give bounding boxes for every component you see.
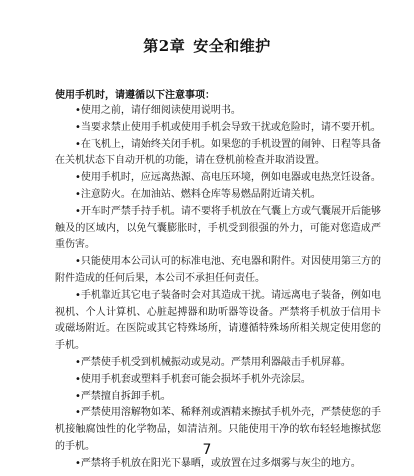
precaution-item: •注意防火。在加油站、燃料仓库等易燃品附近请关机。 <box>75 188 321 200</box>
page-number: 7 <box>202 442 212 458</box>
chapter-title: 安全和维护 <box>193 37 271 55</box>
precautions-list <box>55 103 381 473</box>
intro-heading: 使用手机时，请遵循以下注意事项： <box>55 90 215 101</box>
precaution-item: •只能使用本公司认可的标准电池、充电器和附件。对因使用第三方的附件造成的任何后果，本公司不承担任何责任。 <box>55 256 381 284</box>
precaution-item: •使用手机套或塑料手机套可能会损坏手机外壳涂层。 <box>75 373 311 385</box>
precaution-item: •手机靠近其它电子装备时会对其造成干扰。请远离电子装备，例如电视机、个人计算机、心脏起搏器和助听器等设备。严禁将手机放于信用卡或磁场附近。在医院或其它特殊场所，请遵循特殊场所相关规定使用您的手机。 <box>55 289 381 352</box>
chapter-number: 第2章 <box>143 37 186 55</box>
precaution-item: •当要求禁止使用手机或使用手机会导致干扰或危险时，请不要开机。 <box>75 121 381 133</box>
precaution-item: •在飞机上，请始终关闭手机。如果您的手机设置的闹钟、日程等具备在关机状态下自动开机的功能，请在登机前检查并取消设置。 <box>55 138 381 167</box>
precaution-item: •严禁将手机放在阳光下暴晒，或放置在过多烟雾与灰尘的地方。 <box>75 457 361 469</box>
precaution-item: •严禁使手机受到机械振动或晃动。严禁用利器敲击手机屏幕。 <box>75 356 351 368</box>
chapter-heading <box>0 36 414 56</box>
precaution-item: •严禁使用溶解物如苯、稀释剂或酒精来擦拭手机外壳，严禁使您的手机接触腐蚀性的化学物品，如清洁剂。只能使用干净的软布轻轻地擦拭您的手机。 <box>55 407 381 452</box>
precaution-item: •严禁擅自拆卸手机。 <box>75 390 171 402</box>
precaution-item: •开车时严禁手持手机。请不要将手机放在气囊上方或气囊展开后能够触及的区域内，以免气囊膨胀时，手机受到很强的外力，可能对您造成严重伤害。 <box>55 205 381 251</box>
precaution-item: •使用之前，请仔细阅读使用说明书。 <box>75 105 241 116</box>
precaution-item: •使用手机时，应远离热源、高电压环境，例如电器或电热烹饪设备。 <box>75 172 381 184</box>
